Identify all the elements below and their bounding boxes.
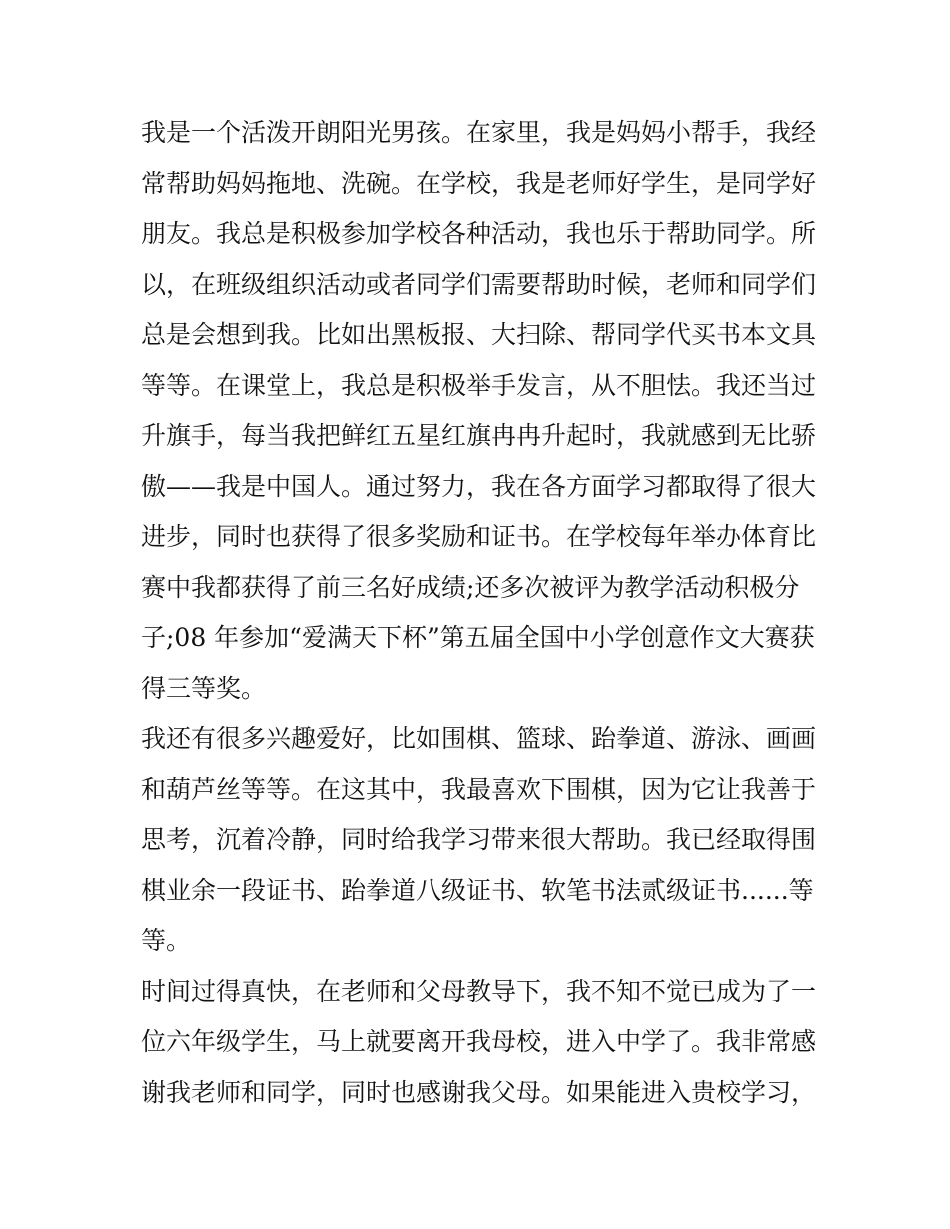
- text-line: 和葫芦丝等等。在这其中，我最喜欢下围棋，因为它让我善于: [141, 774, 817, 804]
- text-line: 升旗手，每当我把鲜红五星红旗冉冉升起时，我就感到无比骄: [141, 421, 817, 450]
- text-line: 棋业余一段证书、跆拳道八级证书、软笔书法贰级证书......等: [141, 875, 814, 905]
- text-line: 我是一个活泼开朗阳光男孩。在家里，我是妈妈小帮手，我经: [141, 118, 817, 147]
- text-line: 傲——我是中国人。通过努力，我在各方面学习都取得了很大: [141, 471, 817, 501]
- text-line: 等等。在课堂上，我总是积极举手发言，从不胆怯。我还当过: [141, 370, 817, 400]
- text-line: 朋友。我总是积极参加学校各种活动，我也乐于帮助同学。所: [141, 219, 817, 248]
- paragraph-3: [141, 967, 821, 1119]
- paragraph-1: [141, 108, 821, 714]
- paragraph-2: [141, 714, 821, 967]
- text-line: 子;08 年参加“爱满天下杯”第五届全国中小学创意作文大赛获: [141, 623, 815, 652]
- text-line: 赛中我都获得了前三名好成绩;还多次被评为教学活动积极分: [141, 572, 800, 602]
- text-line: 思考，沉着冷静，同时给我学习带来很大帮助。我已经取得围: [141, 825, 817, 854]
- text-line: 谢我老师和同学，同时也感谢我父母。如果能进入贵校学习，: [141, 1077, 817, 1107]
- text-line: 位六年级学生，马上就要离开我母校，进入中学了。我非常感: [141, 1027, 817, 1056]
- text-line: 得三等奖。: [141, 673, 267, 703]
- text-line: 等。: [141, 926, 192, 955]
- text-line: 总是会想到我。比如出黑板报、大扫除、帮同学代买书本文具: [141, 320, 817, 349]
- text-line: 以，在班级组织活动或者同学们需要帮助时候，老师和同学们: [141, 269, 817, 299]
- text-line: 时间过得真快，在老师和父母教导下，我不知不觉已成为了一: [141, 976, 817, 1006]
- text-line: 常帮助妈妈拖地、洗碗。在学校，我是老师好学生，是同学好: [141, 168, 817, 198]
- document-body: [141, 108, 821, 1118]
- text-line: 进步，同时也获得了很多奖励和证书。在学校每年举办体育比: [141, 522, 817, 551]
- text-line: 我还有很多兴趣爱好，比如围棋、篮球、跆拳道、游泳、画画: [141, 724, 817, 753]
